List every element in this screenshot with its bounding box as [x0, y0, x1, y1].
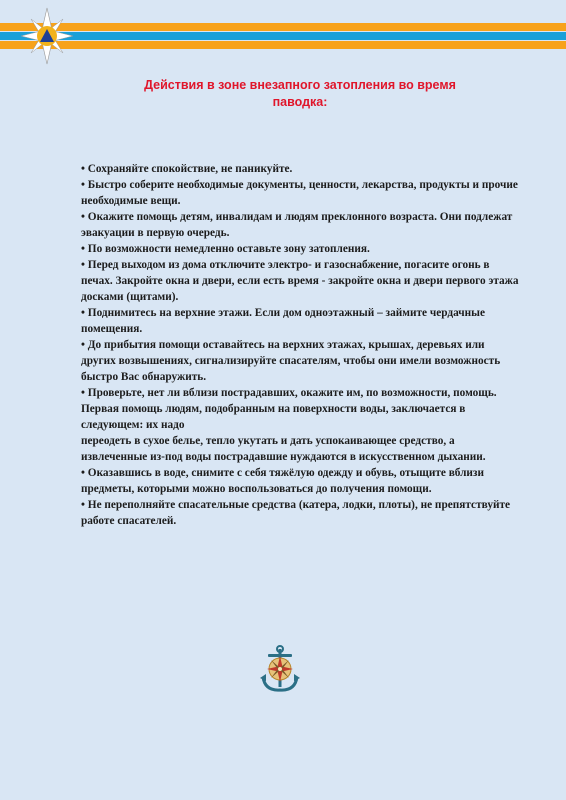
- header-stripe-blue: [0, 32, 566, 40]
- page-title-line-2: паводка:: [272, 95, 328, 109]
- instruction-paragraph: • Быстро соберите необходимые документы, ценности, лекарства, продукты и прочие необходимые вещи.: [81, 179, 518, 207]
- instructions-list: [81, 161, 521, 529]
- instruction-paragraph: • Не переполняйте спасательные средства (катера, лодки, плоты), не препятствуйте работе спасателей.: [81, 499, 511, 527]
- instruction-paragraph: • Проверьте, нет ли вблизи пострадавших, окажите им, по возможности, помощь. Первая помощь людям, подобранным на поверхности воды, заключается в следующем: их надо: [81, 387, 497, 431]
- instruction-paragraph: • Сохраняйте спокойствие, не паникуйте.: [81, 163, 293, 175]
- instruction-paragraph: • Оказавшись в воде, снимите с себя тяжёлую одежду и обувь, отыщите вблизи предметы, которыми можно воспользоваться до получения помощи.: [81, 467, 484, 495]
- page-title: [90, 77, 510, 111]
- instruction-paragraph: • По возможности немедленно оставьте зону затопления.: [81, 243, 370, 255]
- page-title-line-1: Действия в зоне внезапного затопления во время: [144, 78, 456, 92]
- emergency-star-emblem-icon: [20, 6, 74, 66]
- instruction-paragraph: • До прибытия помощи оставайтесь на верхних этажах, крышах, деревьях или других возвышениях, сигнализируйте спасателям, чтобы они имели возможность быстро Вас обнаружить.: [81, 339, 501, 383]
- instruction-paragraph: • Поднимитесь на верхние этажи. Если дом одноэтажный – займите чердачные помещения.: [81, 307, 485, 335]
- instruction-paragraph: • Перед выходом из дома отключите электро- и газоснабжение, погасите огонь в печах. Закройте окна и двери, если есть время - закройте окна и двери первого этажа досками (щитами).: [81, 259, 519, 303]
- instruction-paragraph: • Окажите помощь детям, инвалидам и людям преклонного возраста. Они подлежат эвакуации в первую очередь.: [81, 211, 513, 239]
- header-stripe-orange-top: [0, 23, 566, 31]
- anchor-compass-emblem-icon: [259, 645, 301, 695]
- header-stripe-orange-bottom: [0, 41, 566, 49]
- instruction-paragraph: переодеть в сухое белье, тепло укутать и дать успокаивающее средство, а извлеченные из-под воды пострадавшие нуждаются в искусственном дыхании.: [81, 435, 486, 463]
